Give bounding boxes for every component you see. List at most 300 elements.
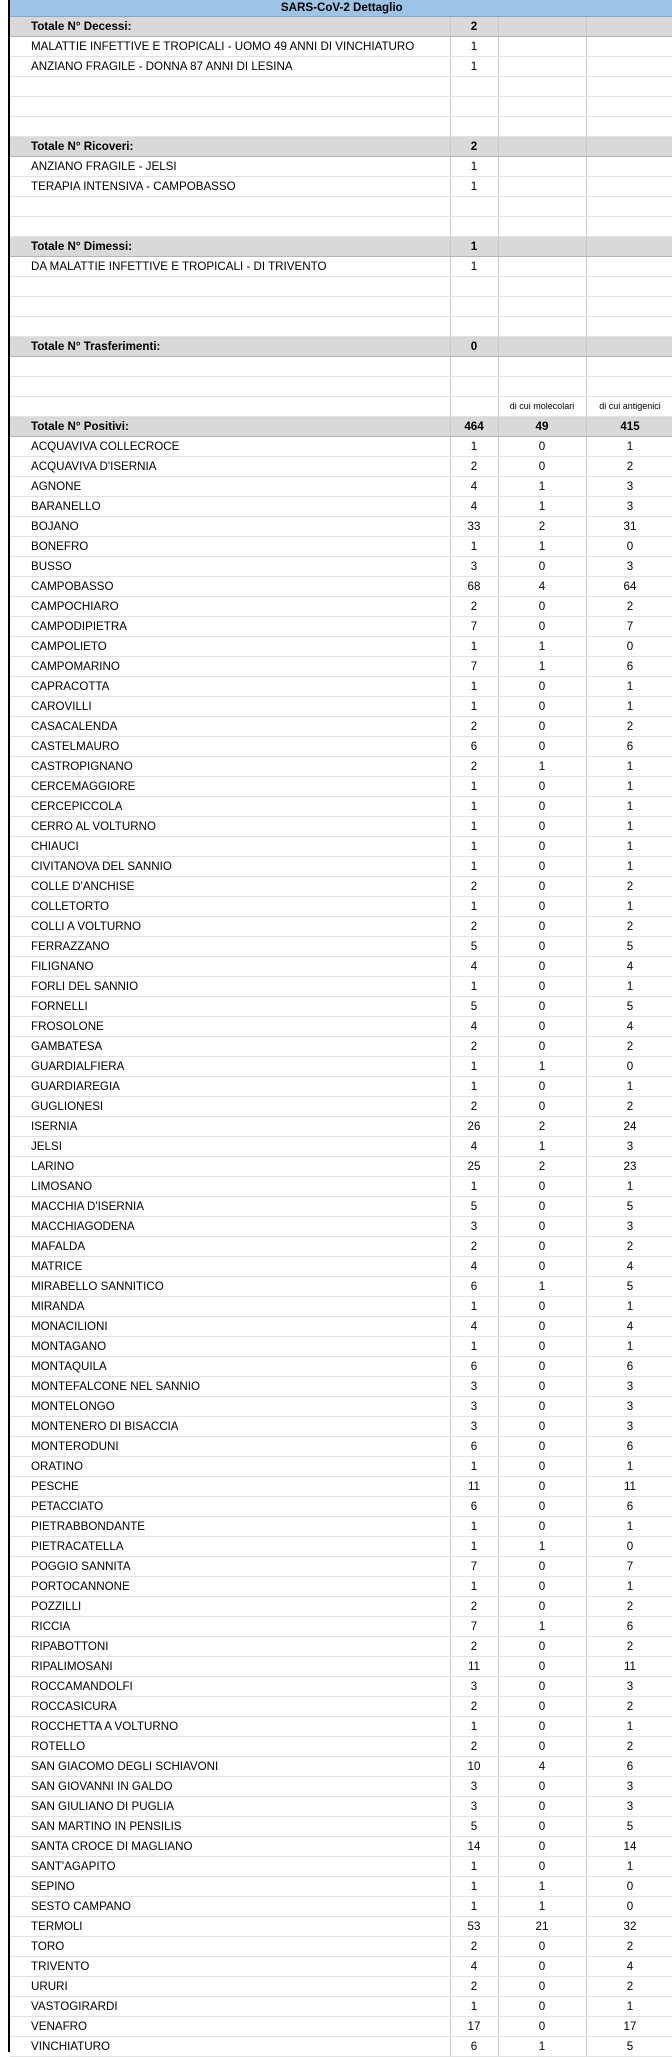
cell-comune: SANTA CROCE DI MAGLIANO <box>10 1837 450 1857</box>
table-row <box>10 597 672 617</box>
cell-totale: 2 <box>450 1977 498 1997</box>
cell-molecolari: 0 <box>498 557 586 577</box>
table-row <box>10 1117 672 1137</box>
table-row <box>10 1977 672 1997</box>
table-row <box>10 1637 672 1657</box>
decessi-item-value: 1 <box>450 57 498 77</box>
cell-comune: BARANELLO <box>10 497 450 517</box>
trasferimenti-total-row <box>10 337 672 357</box>
cell-totale: 1 <box>450 1877 498 1897</box>
cell-antigenici: 6 <box>586 1617 672 1637</box>
cell-totale: 1 <box>450 1537 498 1557</box>
table-row <box>10 437 672 457</box>
cell-molecolari: 2 <box>498 1117 586 1137</box>
cell-antigenici: 24 <box>586 1117 672 1137</box>
cell-totale: 1 <box>450 437 498 457</box>
cell-comune: VASTOGIRARDI <box>10 1997 450 2017</box>
blank-row <box>10 297 672 317</box>
table-row <box>10 1757 672 1777</box>
table-row <box>10 1717 672 1737</box>
cell-antigenici: 2 <box>586 1597 672 1617</box>
cell-comune: BOJANO <box>10 517 450 537</box>
table-row <box>10 717 672 737</box>
table-row <box>10 1497 672 1517</box>
cell-totale: 2 <box>450 1597 498 1617</box>
cell-totale: 11 <box>450 1657 498 1677</box>
ricoveri-total-row <box>10 137 672 157</box>
table-row <box>10 457 672 477</box>
cell-totale: 1 <box>450 637 498 657</box>
dimessi-total: 1 <box>450 237 498 257</box>
cell-totale: 3 <box>450 1417 498 1437</box>
table-row <box>10 1957 672 1977</box>
cell-comune: MONTEFALCONE NEL SANNIO <box>10 1377 450 1397</box>
cell-totale: 6 <box>450 1357 498 1377</box>
table-row <box>10 1837 672 1857</box>
table-row <box>10 1237 672 1257</box>
cell-molecolari: 2 <box>498 517 586 537</box>
table-row <box>10 1357 672 1377</box>
cell-totale: 6 <box>450 1277 498 1297</box>
cell-antigenici: 1 <box>586 897 672 917</box>
cell-totale: 10 <box>450 1757 498 1777</box>
cell-totale: 4 <box>450 1317 498 1337</box>
table-row <box>10 677 672 697</box>
cell-totale: 6 <box>450 2037 498 2057</box>
cell-totale: 2 <box>450 1697 498 1717</box>
cell-antigenici: 3 <box>586 1377 672 1397</box>
table-row <box>10 617 672 637</box>
cell-comune: SANT'AGAPITO <box>10 1857 450 1877</box>
table-body <box>10 0 672 2057</box>
cell-totale: 4 <box>450 1017 498 1037</box>
cell-molecolari: 2 <box>498 1157 586 1177</box>
table-row <box>10 1057 672 1077</box>
cell-antigenici: 5 <box>586 1197 672 1217</box>
decessi-item-name: MALATTIE INFETTIVE E TROPICALI - UOMO 49 ANNI DI VINCHIATURO <box>10 37 450 57</box>
cell-molecolari: 1 <box>498 537 586 557</box>
cell-molecolari: 0 <box>498 1597 586 1617</box>
cell-molecolari: 0 <box>498 1257 586 1277</box>
cell-molecolari: 1 <box>498 1137 586 1157</box>
table-row <box>10 1457 672 1477</box>
trasferimenti-label: Totale N° Trasferimenti: <box>10 337 450 357</box>
cell-molecolari: 0 <box>498 857 586 877</box>
table-row <box>10 1597 672 1617</box>
cell-molecolari: 0 <box>498 697 586 717</box>
cell-comune: CASTROPIGNANO <box>10 757 450 777</box>
cell-comune: MIRANDA <box>10 1297 450 1317</box>
col-header-molecolari: di cui molecolari <box>498 397 586 417</box>
cell-comune: ISERNIA <box>10 1117 450 1137</box>
table-row <box>10 997 672 1017</box>
positivi-label: Totale N° Positivi: <box>10 417 450 437</box>
cell-molecolari: 0 <box>498 817 586 837</box>
cell-comune: FERRAZZANO <box>10 937 450 957</box>
cell-comune: MACCHIA D'ISERNIA <box>10 1197 450 1217</box>
table-row <box>10 777 672 797</box>
cell-molecolari: 0 <box>498 1177 586 1197</box>
cell-comune: CAMPODIPIETRA <box>10 617 450 637</box>
cell-antigenici: 4 <box>586 1257 672 1277</box>
cell-comune: MONTAGANO <box>10 1337 450 1357</box>
cell-antigenici: 5 <box>586 997 672 1017</box>
cell-molecolari: 1 <box>498 1897 586 1917</box>
cell-totale: 1 <box>450 1457 498 1477</box>
cell-molecolari: 0 <box>498 457 586 477</box>
cell-antigenici: 3 <box>586 1797 672 1817</box>
cell-molecolari: 0 <box>498 1217 586 1237</box>
cell-totale: 1 <box>450 1857 498 1877</box>
table-row <box>10 737 672 757</box>
cell-molecolari: 0 <box>498 677 586 697</box>
cell-totale: 1 <box>450 837 498 857</box>
cell-comune: VENAFRO <box>10 2017 450 2037</box>
cell-totale: 11 <box>450 1477 498 1497</box>
cell-molecolari: 0 <box>498 1637 586 1657</box>
dimessi-item-value: 1 <box>450 257 498 277</box>
cell-molecolari: 0 <box>498 937 586 957</box>
cell-totale: 7 <box>450 1617 498 1637</box>
blank-row <box>10 97 672 117</box>
cell-comune: MONTAQUILA <box>10 1357 450 1377</box>
cell-antigenici: 11 <box>586 1477 672 1497</box>
cell-totale: 1 <box>450 1997 498 2017</box>
cell-antigenici: 2 <box>586 1637 672 1657</box>
table-row <box>10 1257 672 1277</box>
table-row <box>10 497 672 517</box>
cell-molecolari: 0 <box>498 1237 586 1257</box>
cell-comune: AGNONE <box>10 477 450 497</box>
cell-comune: CHIAUCI <box>10 837 450 857</box>
cell-comune: MONTERODUNI <box>10 1437 450 1457</box>
cell-antigenici: 5 <box>586 2037 672 2057</box>
cell-molecolari: 1 <box>498 637 586 657</box>
cell-totale: 1 <box>450 817 498 837</box>
cell-totale: 2 <box>450 1037 498 1057</box>
cell-totale: 6 <box>450 1437 498 1457</box>
cell-totale: 1 <box>450 1177 498 1197</box>
cell-comune: CAMPOMARINO <box>10 657 450 677</box>
table-row <box>10 1917 672 1937</box>
cell-comune: RIPABOTTONI <box>10 1637 450 1657</box>
cell-molecolari: 0 <box>498 917 586 937</box>
dimessi-item-name: DA MALATTIE INFETTIVE E TROPICALI - DI TRIVENTO <box>10 257 450 277</box>
table-row <box>10 1797 672 1817</box>
cell-comune: PIETRACATELLA <box>10 1537 450 1557</box>
cell-antigenici: 3 <box>586 557 672 577</box>
table-row <box>10 1477 672 1497</box>
table-row <box>10 1097 672 1117</box>
cell-comune: COLLE D'ANCHISE <box>10 877 450 897</box>
cell-molecolari: 0 <box>498 1737 586 1757</box>
table-row <box>10 2037 672 2057</box>
cell-comune: ROCCASICURA <box>10 1697 450 1717</box>
decessi-item-name: ANZIANO FRAGILE - DONNA 87 ANNI DI LESINA <box>10 57 450 77</box>
cell-totale: 2 <box>450 757 498 777</box>
cell-comune: GUARDIALFIERA <box>10 1057 450 1077</box>
cell-totale: 5 <box>450 1817 498 1837</box>
cell-comune: ACQUAVIVA D'ISERNIA <box>10 457 450 477</box>
cell-totale: 5 <box>450 1197 498 1217</box>
cell-comune: CAMPOCHIARO <box>10 597 450 617</box>
table-row <box>10 1737 672 1757</box>
cell-comune: CERRO AL VOLTURNO <box>10 817 450 837</box>
cell-comune: PETACCIATO <box>10 1497 450 1517</box>
cell-comune: GAMBATESA <box>10 1037 450 1057</box>
blank-row <box>10 117 672 137</box>
table-row <box>10 1937 672 1957</box>
table-row <box>10 1997 672 2017</box>
table-row <box>10 1817 672 1837</box>
cell-antigenici: 1 <box>586 1577 672 1597</box>
cell-molecolari: 0 <box>498 1577 586 1597</box>
cell-molecolari: 0 <box>498 1497 586 1517</box>
ricoveri-item-value: 1 <box>450 157 498 177</box>
cell-antigenici: 0 <box>586 1877 672 1897</box>
table-row <box>10 477 672 497</box>
cell-molecolari: 1 <box>498 1057 586 1077</box>
cell-molecolari: 1 <box>498 497 586 517</box>
cell-totale: 25 <box>450 1157 498 1177</box>
cell-antigenici: 3 <box>586 497 672 517</box>
sheet-title: SARS-CoV-2 Dettaglio <box>10 0 672 17</box>
cell-comune: CASTELMAURO <box>10 737 450 757</box>
cell-totale: 26 <box>450 1117 498 1137</box>
cell-antigenici: 3 <box>586 477 672 497</box>
cell-molecolari: 0 <box>498 897 586 917</box>
cell-totale: 14 <box>450 1837 498 1857</box>
cell-antigenici: 17 <box>586 2017 672 2037</box>
cell-molecolari: 0 <box>498 1477 586 1497</box>
cell-comune: CAPRACOTTA <box>10 677 450 697</box>
cell-antigenici: 64 <box>586 577 672 597</box>
cell-antigenici: 0 <box>586 1897 672 1917</box>
cell-molecolari: 0 <box>498 1337 586 1357</box>
cell-molecolari: 0 <box>498 837 586 857</box>
ricoveri-item-name: ANZIANO FRAGILE - JELSI <box>10 157 450 177</box>
cell-molecolari: 0 <box>498 797 586 817</box>
cell-comune: CIVITANOVA DEL SANNIO <box>10 857 450 877</box>
cell-totale: 3 <box>450 557 498 577</box>
cell-comune: FROSOLONE <box>10 1017 450 1037</box>
cell-antigenici: 2 <box>586 1937 672 1957</box>
cell-comune: CASACALENDA <box>10 717 450 737</box>
blank-row <box>10 77 672 97</box>
cell-totale: 2 <box>450 1237 498 1257</box>
cell-molecolari: 1 <box>498 757 586 777</box>
cell-comune: RICCIA <box>10 1617 450 1637</box>
cell-comune: PIETRABBONDANTE <box>10 1517 450 1537</box>
table-row <box>10 1137 672 1157</box>
cell-antigenici: 1 <box>586 1077 672 1097</box>
cell-comune: COLLI A VOLTURNO <box>10 917 450 937</box>
cell-antigenici: 6 <box>586 1757 672 1777</box>
cell-molecolari: 4 <box>498 1757 586 1777</box>
cell-totale: 2 <box>450 917 498 937</box>
cell-antigenici: 2 <box>586 1737 672 1757</box>
cell-molecolari: 1 <box>498 2037 586 2057</box>
cell-molecolari: 1 <box>498 1277 586 1297</box>
cell-molecolari: 0 <box>498 437 586 457</box>
cell-molecolari: 0 <box>498 597 586 617</box>
cell-antigenici: 2 <box>586 1037 672 1057</box>
table-row <box>10 1437 672 1457</box>
cell-totale: 1 <box>450 1297 498 1317</box>
cell-molecolari: 0 <box>498 1837 586 1857</box>
cell-comune: SAN GIOVANNI IN GALDO <box>10 1777 450 1797</box>
cell-antigenici: 1 <box>586 1177 672 1197</box>
cell-comune: CAROVILLI <box>10 697 450 717</box>
cell-molecolari: 21 <box>498 1917 586 1937</box>
table-row <box>10 517 672 537</box>
cell-comune: PESCHE <box>10 1477 450 1497</box>
cell-totale: 2 <box>450 717 498 737</box>
cell-totale: 1 <box>450 697 498 717</box>
cell-totale: 53 <box>450 1917 498 1937</box>
table-row <box>10 257 672 277</box>
cell-antigenici: 2 <box>586 457 672 477</box>
cell-antigenici: 1 <box>586 1337 672 1357</box>
cell-totale: 7 <box>450 617 498 637</box>
table-row <box>10 157 672 177</box>
cell-molecolari: 0 <box>498 1317 586 1337</box>
table-row <box>10 897 672 917</box>
cell-antigenici: 2 <box>586 1977 672 1997</box>
cell-comune: CERCEPICCOLA <box>10 797 450 817</box>
cell-molecolari: 0 <box>498 1437 586 1457</box>
table-row <box>10 577 672 597</box>
ricoveri-label: Totale N° Ricoveri: <box>10 137 450 157</box>
cell-antigenici: 1 <box>586 837 672 857</box>
table-row <box>10 1897 672 1917</box>
cell-totale: 1 <box>450 897 498 917</box>
cell-totale: 3 <box>450 1777 498 1797</box>
table-row <box>10 757 672 777</box>
table-row <box>10 817 672 837</box>
table-row <box>10 1537 672 1557</box>
cell-molecolari: 0 <box>498 1417 586 1437</box>
cell-comune: PORTOCANNONE <box>10 1577 450 1597</box>
cell-antigenici: 3 <box>586 1417 672 1437</box>
cell-antigenici: 1 <box>586 697 672 717</box>
cell-comune: SAN MARTINO IN PENSILIS <box>10 1817 450 1837</box>
cell-comune: RIPALIMOSANI <box>10 1657 450 1677</box>
table-row <box>10 1277 672 1297</box>
cell-totale: 1 <box>450 537 498 557</box>
positivi-total: 464 <box>450 417 498 437</box>
table-row <box>10 1677 672 1697</box>
cell-antigenici: 4 <box>586 1957 672 1977</box>
table-row <box>10 537 672 557</box>
cell-comune: ACQUAVIVA COLLECROCE <box>10 437 450 457</box>
cell-totale: 7 <box>450 1557 498 1577</box>
cell-molecolari: 0 <box>498 1777 586 1797</box>
cell-totale: 1 <box>450 857 498 877</box>
cell-totale: 1 <box>450 1337 498 1357</box>
table-row <box>10 1777 672 1797</box>
cell-comune: MACCHIAGODENA <box>10 1217 450 1237</box>
table-row <box>10 557 672 577</box>
cell-totale: 3 <box>450 1397 498 1417</box>
cell-molecolari: 0 <box>498 1857 586 1877</box>
cell-comune: MONTELONGO <box>10 1397 450 1417</box>
table-row <box>10 1217 672 1237</box>
cell-molecolari: 0 <box>498 1017 586 1037</box>
cell-comune: GUGLIONESI <box>10 1097 450 1117</box>
cell-comune: URURI <box>10 1977 450 1997</box>
cell-molecolari: 0 <box>498 977 586 997</box>
cell-antigenici: 6 <box>586 1437 672 1457</box>
cell-antigenici: 3 <box>586 1137 672 1157</box>
table-row <box>10 1017 672 1037</box>
cell-antigenici: 1 <box>586 1857 672 1877</box>
cell-totale: 17 <box>450 2017 498 2037</box>
cell-totale: 3 <box>450 1797 498 1817</box>
cell-totale: 4 <box>450 477 498 497</box>
table-row <box>10 37 672 57</box>
cell-antigenici: 0 <box>586 1537 672 1557</box>
table-row <box>10 697 672 717</box>
cell-comune: SESTO CAMPANO <box>10 1897 450 1917</box>
cell-comune: POZZILLI <box>10 1597 450 1617</box>
cell-molecolari: 1 <box>498 1537 586 1557</box>
cell-molecolari: 4 <box>498 577 586 597</box>
cell-antigenici: 31 <box>586 517 672 537</box>
table-row <box>10 1197 672 1217</box>
table-row <box>10 1697 672 1717</box>
decessi-label: Totale N° Decessi: <box>10 17 450 37</box>
cell-comune: ROCCAMANDOLFI <box>10 1677 450 1697</box>
cell-comune: LIMOSANO <box>10 1177 450 1197</box>
cell-totale: 6 <box>450 1497 498 1517</box>
cell-totale: 2 <box>450 1937 498 1957</box>
cell-comune: MONACILIONI <box>10 1317 450 1337</box>
cell-antigenici: 23 <box>586 1157 672 1177</box>
cell-comune: FORNELLI <box>10 997 450 1017</box>
cell-totale: 68 <box>450 577 498 597</box>
table-row <box>10 1657 672 1677</box>
decessi-total: 2 <box>450 17 498 37</box>
table-row <box>10 857 672 877</box>
blank-row <box>10 217 672 237</box>
cell-totale: 1 <box>450 1057 498 1077</box>
cell-totale: 1 <box>450 797 498 817</box>
title-row <box>10 0 672 17</box>
cell-comune: TRIVENTO <box>10 1957 450 1977</box>
cell-antigenici: 4 <box>586 1017 672 1037</box>
cell-antigenici: 3 <box>586 1397 672 1417</box>
cell-totale: 2 <box>450 1637 498 1657</box>
table-row <box>10 1297 672 1317</box>
cell-comune: GUARDIAREGIA <box>10 1077 450 1097</box>
cell-comune: BUSSO <box>10 557 450 577</box>
cell-molecolari: 0 <box>498 1517 586 1537</box>
table-row <box>10 977 672 997</box>
cell-antigenici: 2 <box>586 1237 672 1257</box>
cell-totale: 1 <box>450 1077 498 1097</box>
cell-totale: 4 <box>450 1137 498 1157</box>
table-row <box>10 1317 672 1337</box>
cell-totale: 2 <box>450 457 498 477</box>
cell-comune: TERMOLI <box>10 1917 450 1937</box>
cell-molecolari: 0 <box>498 777 586 797</box>
cell-antigenici: 1 <box>586 1457 672 1477</box>
cell-antigenici: 5 <box>586 1817 672 1837</box>
cell-molecolari: 0 <box>498 2017 586 2037</box>
positivi-total-molecolari: 49 <box>498 417 586 437</box>
cell-comune: FORLI DEL SANNIO <box>10 977 450 997</box>
